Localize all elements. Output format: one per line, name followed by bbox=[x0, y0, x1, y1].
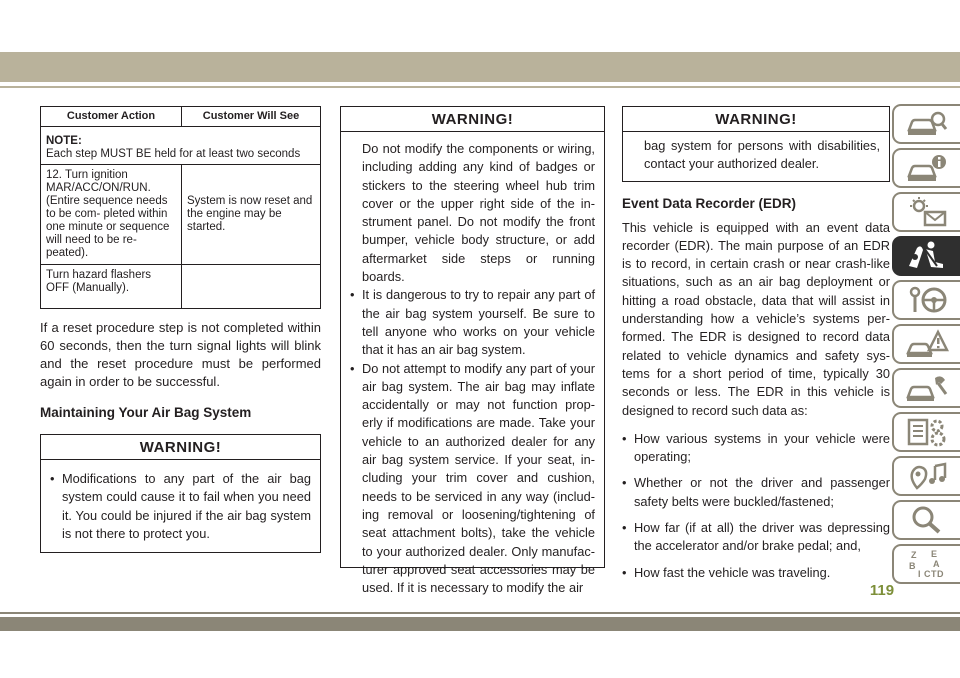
table-note-cell bbox=[41, 127, 321, 165]
airbag-seat-icon bbox=[905, 240, 949, 272]
index-letter: I bbox=[918, 569, 921, 579]
hazard-car-icon bbox=[905, 328, 949, 360]
tab-in-case-of-emergency[interactable] bbox=[892, 324, 960, 364]
warning-box-maintaining bbox=[40, 434, 321, 553]
footer-band bbox=[0, 617, 960, 631]
key-steering-icon bbox=[905, 284, 949, 316]
edr-heading: Event Data Recorder (EDR) bbox=[622, 195, 797, 211]
warning-lights-icon bbox=[905, 196, 949, 228]
page-number: 119 bbox=[869, 582, 895, 599]
table-cell-result bbox=[182, 265, 321, 309]
index-letter: D bbox=[937, 569, 944, 579]
warning-bullet: • Do not attempt to modify any part of your air bag system. The air bag may inflate accidentally or may not function prop- erly if modifications are made. Take your vehicle to an authorized dealer for any air bag system service. If your seat, in- cluding your trim cover and cushion, needs to be serviced in any way (includ- ing removal or loosening/tightening of seat attachment bolts), take the vehicle to your authorized dealer. Only manufac- turer approved seat accessories may be used. If it is necessary to modify the air bbox=[350, 360, 595, 598]
tab-starting-operating[interactable] bbox=[892, 280, 960, 320]
note-label: NOTE: bbox=[46, 135, 82, 147]
tab-warning-lights[interactable] bbox=[892, 192, 960, 232]
table-cell-action: 12. Turn ignition MAR/ACC/ON/RUN. (Entire sequence needs to be com- pleted within one minute or sequence will need to be re- peated). bbox=[41, 165, 182, 265]
table-row bbox=[41, 127, 321, 165]
edr-bullet: • Whether or not the driver and passenger safety belts were buckled/fastened; bbox=[622, 474, 890, 511]
edr-bullet: • How various systems in your vehicle were operating; bbox=[622, 430, 890, 467]
car-search-icon bbox=[905, 108, 949, 140]
tab-index-search[interactable] bbox=[892, 500, 960, 540]
table-row bbox=[41, 265, 321, 309]
column-left bbox=[40, 106, 321, 553]
footer-rule bbox=[0, 612, 960, 614]
column-header-customer-will-see: Customer Will See bbox=[182, 107, 321, 127]
header-rule bbox=[0, 86, 960, 88]
edr-bullet: • How fast the vehicle was traveling. bbox=[622, 564, 890, 582]
car-info-icon bbox=[905, 152, 949, 184]
maintaining-heading: Maintaining Your Air Bag System bbox=[40, 405, 252, 420]
tab-index[interactable] bbox=[892, 544, 960, 584]
index-letter: A bbox=[933, 559, 940, 569]
warning-box-right bbox=[622, 106, 890, 182]
reset-paragraph: If a reset procedure step is not completed within 60 seconds, then the turn signal lights will blink and the reset procedure must be performed again in order to be successful. bbox=[40, 320, 321, 389]
warning-box-middle bbox=[340, 106, 605, 596]
column-header-customer-action: Customer Action bbox=[41, 107, 182, 127]
tab-multimedia[interactable] bbox=[892, 456, 960, 496]
tab-servicing-maintenance[interactable] bbox=[892, 368, 960, 408]
index-letter: Z bbox=[911, 550, 917, 560]
column-right bbox=[622, 106, 890, 582]
edr-bullet: • How far (if at all) the driver was depressing the accelerator and/or brake pedal; and, bbox=[622, 519, 890, 556]
warning-continuation: bag system for persons with disabilities, contact your authorized dealer. bbox=[644, 138, 880, 172]
warning-continuation: Do not modify the components or wiring, including adding any kind of badges or stickers to the steering wheel hub trim cover or the upper right side of the in- strument panel. Do not modify the front bumper, vehicle body structure, or add aftermarket side steps or running boards. bbox=[362, 141, 595, 285]
multimedia-icon bbox=[905, 460, 949, 492]
warning-bullet: • It is dangerous to try to repair any part of the air bag system yourself. Be sure to tell anyone who works on your vehicle that it has an air bag system. bbox=[350, 286, 595, 359]
index-letter: B bbox=[909, 561, 916, 571]
car-service-icon bbox=[905, 372, 949, 404]
index-search-icon bbox=[905, 504, 949, 536]
tab-instrument-panel[interactable] bbox=[892, 148, 960, 188]
edr-paragraph: This vehicle is equipped with an event data recorder (EDR). The main purpose of an EDR is to record, in certain crash or near crash-like situations, such as an air bag deployment or hitting a road obstacle, data that will assist in understanding how a vehicle’s systems per- formed. The EDR is designed to record data related to vehicle dynamics and safety sys- tems for a short period of time, typically 30 seconds or less. The EDR in this vehicle is designed to record such data as: bbox=[622, 219, 890, 418]
table-cell-action: Turn hazard flashers OFF (Manually). bbox=[41, 265, 182, 309]
table-row bbox=[41, 165, 321, 265]
table-cell-result: System is now reset and the engine may be started. bbox=[182, 165, 321, 265]
table-header-row bbox=[41, 107, 321, 127]
warning-title: WARNING! bbox=[341, 107, 604, 132]
header-band bbox=[0, 52, 960, 82]
index-letter: T bbox=[931, 569, 937, 579]
index-letter: E bbox=[931, 549, 938, 559]
warning-bullet: • Modifications to any part of the air bag system could cause it to fail when you need it. You could be injured if the air bag system is not there to protect you. bbox=[50, 470, 311, 543]
specs-gears-icon bbox=[905, 416, 949, 448]
tab-safety[interactable] bbox=[892, 236, 960, 276]
index-letter: C bbox=[924, 569, 931, 579]
reset-steps-table bbox=[40, 106, 321, 309]
index-letters-icon bbox=[905, 548, 949, 580]
tab-getting-to-know[interactable] bbox=[892, 104, 960, 144]
note-text: Each step MUST BE held for at least two seconds bbox=[46, 148, 301, 160]
tab-technical-specifications[interactable] bbox=[892, 412, 960, 452]
warning-title: WARNING! bbox=[41, 435, 320, 460]
warning-title: WARNING! bbox=[623, 107, 889, 132]
